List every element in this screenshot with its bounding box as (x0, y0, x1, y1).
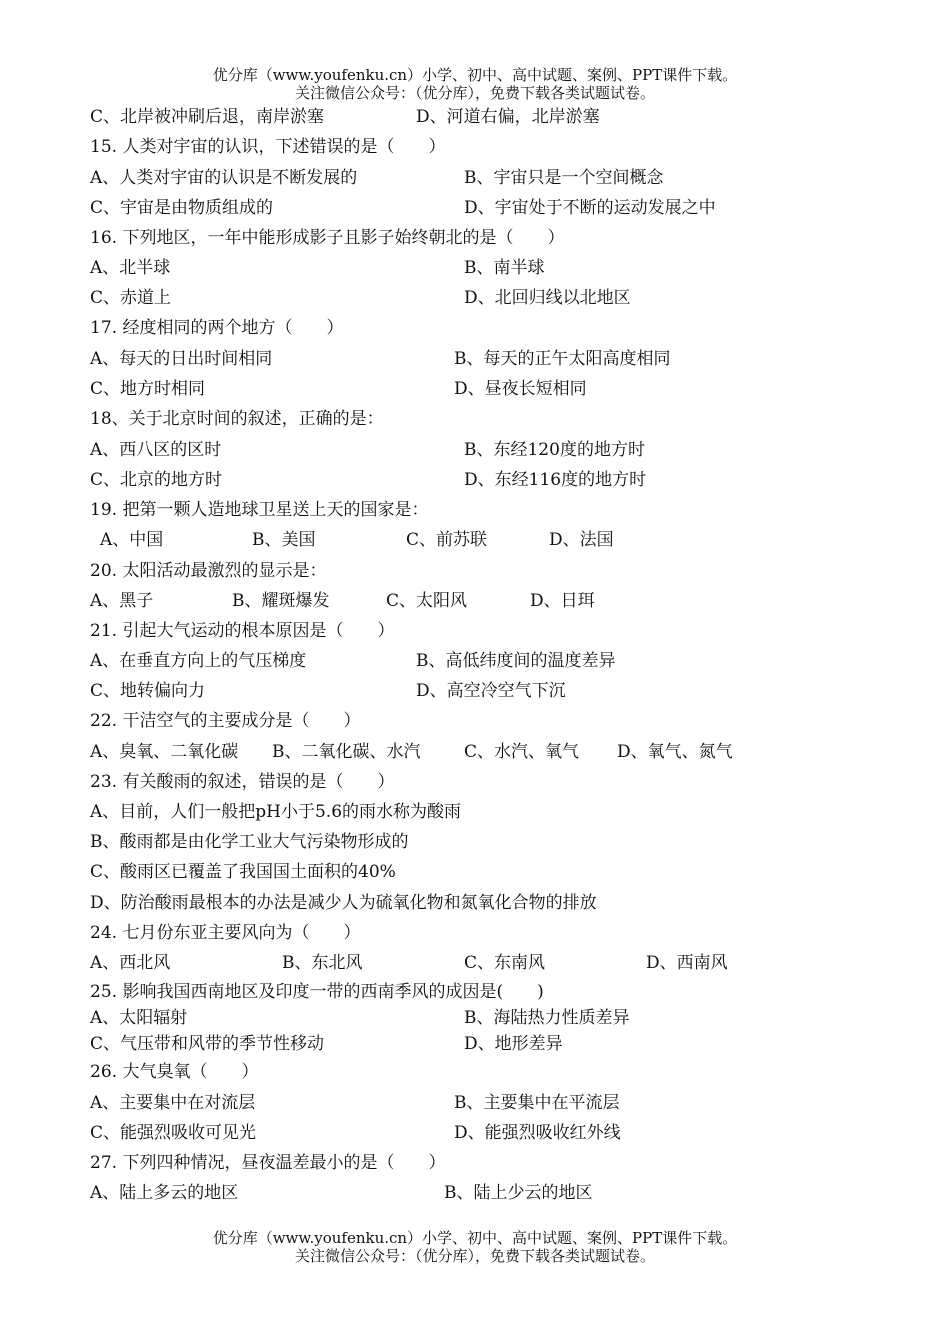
option-b: B、耀斑爆发 (232, 591, 330, 611)
option-c: C、地方时相同 (90, 379, 206, 399)
option-b: B、每天的正午太阳高度相同 (454, 349, 671, 369)
question-23-option-c: C、酸雨区已覆盖了我国国土面积的40% (90, 862, 396, 882)
header-line-1: 优分库（www.youfenku.cn）小学、初中、高中试题、案例、PPT课件下载。 (212, 66, 738, 84)
option-a: A、每天的日出时间相同 (90, 349, 273, 369)
option-c: C、赤道上 (90, 288, 172, 308)
question-22-stem: 22. 干洁空气的主要成分是（ ） (90, 711, 361, 731)
option-d: D、东经116度的地方时 (464, 470, 647, 490)
option-c: C、太阳风 (386, 591, 468, 611)
option-c: C、宇宙是由物质组成的 (90, 198, 274, 218)
option-c: C、地转偏向力 (90, 681, 206, 701)
option-b: B、宇宙只是一个空间概念 (464, 168, 664, 188)
page-footer (0, 1229, 950, 1265)
footer-line-1: 优分库（www.youfenku.cn）小学、初中、高中试题、案例、PPT课件下载。 (212, 1229, 738, 1247)
option-b: B、高低纬度间的温度差异 (416, 651, 616, 671)
option-d: D、法国 (549, 530, 614, 550)
option-d: D、昼夜长短相同 (454, 379, 587, 399)
footer-line-2: 关注微信公众号：（优分库），免费下载各类试题试卷。 (294, 1247, 655, 1265)
question-24-stem: 24. 七月份东亚主要风向为（ ） (90, 923, 361, 943)
question-20-stem: 20. 太阳活动最激烈的显示是： (90, 561, 327, 581)
question-23-option-b: B、酸雨都是由化学工业大气污染物形成的 (90, 832, 409, 852)
question-23-option-d: D、防治酸雨最根本的办法是减少人为硫氧化物和氮氧化合物的排放 (90, 893, 597, 913)
option-b: B、主要集中在平流层 (454, 1093, 620, 1113)
page-header (0, 66, 950, 102)
option-d: D、河道右偏，北岸淤塞 (416, 107, 600, 127)
question-19-stem: 19. 把第一颗人造地球卫星送上天的国家是： (90, 500, 429, 520)
option-c: C、北京的地方时 (90, 470, 223, 490)
option-a: A、人类对宇宙的认识是不断发展的 (90, 168, 358, 188)
option-c: C、北岸被冲刷后退，南岸淤塞 (90, 107, 325, 127)
option-d: D、地形差异 (464, 1034, 563, 1054)
option-b: B、二氧化碳、水汽 (272, 742, 421, 762)
option-d: D、氧气、氮气 (617, 742, 733, 762)
option-c: C、东南风 (464, 953, 546, 973)
option-d: D、日珥 (530, 591, 595, 611)
option-d: D、能强烈吸收红外线 (454, 1123, 621, 1143)
option-c: C、能强烈吸收可见光 (90, 1123, 257, 1143)
option-b: B、东北风 (282, 953, 363, 973)
option-a: A、黑子 (90, 591, 154, 611)
option-d: D、高空冷空气下沉 (416, 681, 566, 701)
option-b: B、南半球 (464, 258, 545, 278)
question-23-option-a: A、目前，人们一般把pH小于5.6的雨水称为酸雨 (90, 802, 462, 822)
question-16-stem: 16. 下列地区，一年中能形成影子且影子始终朝北的是（ ） (90, 228, 565, 248)
option-d: D、北回归线以北地区 (464, 288, 631, 308)
question-27-stem: 27. 下列四种情况，昼夜温差最小的是（ ） (90, 1153, 446, 1173)
option-b: B、美国 (252, 530, 316, 550)
header-line-2: 关注微信公众号：（优分库），免费下载各类试题试卷。 (294, 84, 655, 102)
option-b: B、陆上少云的地区 (444, 1183, 593, 1203)
option-c: C、水汽、氧气 (464, 742, 580, 762)
question-26-stem: 26. 大气臭氧（ ） (90, 1062, 259, 1082)
option-c: C、气压带和风带的季节性移动 (90, 1034, 325, 1054)
option-d: D、宇宙处于不断的运动发展之中 (464, 198, 716, 218)
option-a: A、中国 (100, 530, 164, 550)
option-a: A、北半球 (90, 258, 171, 278)
option-b: B、海陆热力性质差异 (464, 1008, 630, 1028)
question-23-stem: 23. 有关酸雨的叙述，错误的是（ ） (90, 772, 395, 792)
question-15-stem: 15. 人类对宇宙的认识，下述错误的是（ ） (90, 137, 446, 157)
option-b: B、东经120度的地方时 (464, 440, 645, 460)
question-25-stem: 25. 影响我国西南地区及印度一带的西南季风的成因是( ) (90, 982, 544, 1002)
option-a: A、西北风 (90, 953, 171, 973)
option-c: C、前苏联 (406, 530, 488, 550)
option-a: A、太阳辐射 (90, 1008, 188, 1028)
option-a: A、主要集中在对流层 (90, 1093, 256, 1113)
option-a: A、陆上多云的地区 (90, 1183, 239, 1203)
question-17-stem: 17. 经度相同的两个地方（ ） (90, 318, 344, 338)
option-d: D、西南风 (646, 953, 728, 973)
option-a: A、臭氧、二氧化碳 (90, 742, 239, 762)
option-a: A、西八区的区时 (90, 440, 222, 460)
question-18-stem: 18、关于北京时间的叙述，正确的是： (90, 409, 384, 429)
question-21-stem: 21. 引起大气运动的根本原因是（ ） (90, 621, 395, 641)
option-a: A、在垂直方向上的气压梯度 (90, 651, 307, 671)
